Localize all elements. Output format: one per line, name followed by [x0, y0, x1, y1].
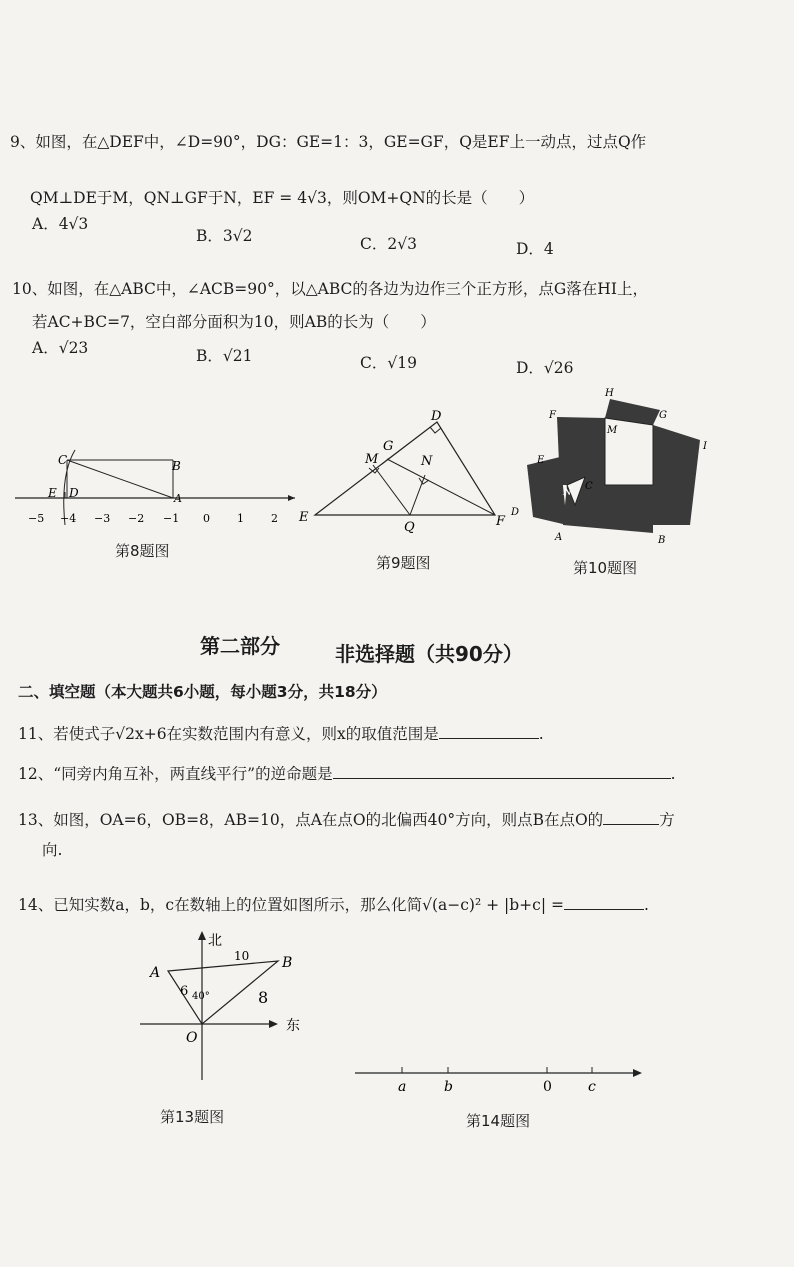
fig8-arrow [288, 495, 295, 501]
fig8-tick-label: −3 [94, 512, 111, 525]
q9-option-b: B．3√2 [196, 227, 253, 245]
figure-9 [295, 405, 515, 545]
q14-answer-blank[interactable] [564, 895, 644, 910]
fig9-label-q: Q [404, 520, 415, 535]
q9-option-a: A．4√3 [32, 215, 89, 233]
fig8-tick-label: 0 [203, 512, 210, 525]
fig8-label-d: D [69, 486, 79, 500]
q10-option-c: C．√19 [360, 354, 417, 372]
q12-text: 12、“同旁内角互补，两直线平行”的逆命题是 [18, 765, 333, 783]
q12-answer-blank[interactable] [333, 764, 671, 779]
q11-answer-blank[interactable] [439, 724, 539, 739]
q9-option-d: D．4 [516, 240, 554, 258]
fig9-label-e: E [299, 510, 309, 525]
q13-line2: 向. [42, 841, 63, 859]
q14-text: 14、已知实数a，b，c在数轴上的位置如图所示，那么化简√(a−c)² + |b+c| = [18, 896, 564, 914]
fig9-label-n: N [421, 454, 433, 469]
fig9-label-f: F [496, 514, 506, 529]
fig10-label-h: H [605, 388, 614, 399]
fig13-hand-oa: 6 [180, 984, 189, 999]
q9-line2: QM⊥DE于M，QN⊥GF于N，EF = 4√3，则OM+QN的长是（ ） [30, 189, 535, 207]
q13 [18, 808, 675, 830]
q10-option-b: B．√21 [196, 347, 253, 365]
fig10-label-m: M [607, 425, 618, 436]
fig10-label-e: E [537, 455, 545, 466]
fig8-tick-label: −4 [60, 512, 77, 525]
fig8-tick-label: −2 [128, 512, 145, 525]
q14 [18, 893, 649, 915]
q12 [18, 762, 676, 784]
fig8-tick-label: −5 [28, 512, 45, 525]
fig9-label-m: M [365, 452, 379, 467]
fig9-label-d: D [431, 409, 442, 424]
fig10-shade-e [527, 457, 567, 525]
q13-tail: 方 [659, 811, 675, 829]
fig9-right-angle-d [430, 427, 441, 433]
q10-line1: 10、如图，在△ABC中，∠ACB=90°，以△ABC的各边为边作三个正方形，点G落在HI上， [12, 280, 648, 298]
fig8-label-b: B [172, 459, 181, 473]
q10-line2: 若AC+BC=7，空白部分面积为10，则AB的长为（ ） [32, 313, 436, 331]
fig8-tick-label: 2 [271, 512, 278, 525]
section2-title: 二、填空题（本大题共6小题，每小题3分，共18分） [18, 683, 387, 701]
fig13-label-o: O [186, 1030, 198, 1046]
fig8-tick-label: −1 [163, 512, 180, 525]
fig8-label-a: A [174, 492, 182, 505]
q11-end: . [538, 725, 544, 743]
fig8-tick-label: 1 [237, 512, 244, 525]
fig13-hand-ab: 10 [234, 949, 250, 963]
part2-title-right: 非选择题（共90分） [335, 642, 523, 666]
part2-title-left: 第二部分 [200, 634, 280, 658]
figure-10 [505, 385, 720, 550]
fig13-east-label: 东 [286, 1018, 300, 1034]
q9-line1: 9、如图，在△DEF中，∠D=90°，DG：GE=1：3，GE=GF，Q是EF上一动点，过点Q作 [10, 133, 647, 151]
fig14-caption: 第14题图 [466, 1112, 531, 1130]
fig10-shade-right [653, 425, 700, 525]
q11 [18, 722, 544, 744]
fig14-label-a: a [398, 1079, 407, 1095]
fig13-north-label: 北 [208, 933, 222, 949]
q11-text: 11、若使式子√2x+6在实数范围内有意义，则x的取值范围是 [18, 725, 439, 743]
fig14-label-0: 0 [543, 1079, 552, 1095]
fig9-seg-qn [410, 475, 425, 515]
fig13-hand-angle: 40° [192, 991, 210, 1002]
q10-option-d: D．√26 [516, 359, 574, 377]
fig13-north-arrow [198, 931, 206, 940]
fig13-east-arrow [269, 1020, 278, 1028]
fig14-arrow [633, 1069, 642, 1077]
fig9-caption: 第9题图 [376, 554, 431, 572]
fig10-caption: 第10题图 [573, 559, 638, 577]
fig10-label-d: D [511, 507, 520, 518]
fig10-label-f: F [549, 410, 556, 421]
fig10-label-n: N [563, 487, 572, 498]
q13-answer-blank[interactable] [603, 810, 659, 825]
figure-8 [10, 430, 300, 540]
q14-end: . [643, 896, 649, 914]
fig13-caption: 第13题图 [160, 1108, 225, 1126]
fig9-label-g: G [383, 439, 394, 454]
fig10-label-g: G [659, 410, 667, 421]
fig13-hand-ob: 8 [258, 988, 269, 1007]
fig8-label-c: C [58, 453, 68, 467]
figure-13 [130, 925, 330, 1085]
fig13-label-a: A [150, 965, 161, 981]
fig14-label-c: c [588, 1079, 596, 1095]
q12-end: . [670, 765, 676, 783]
fig13-label-b: B [282, 955, 293, 971]
q10-option-a: A．√23 [32, 339, 89, 357]
fig8-seg-ca [67, 460, 173, 498]
q9-option-c: C．2√3 [360, 235, 417, 253]
fig10-label-b: B [658, 535, 666, 546]
fig9-seg-qm [373, 465, 410, 515]
fig8-label-e: E [48, 486, 57, 500]
fig10-shade-left [557, 417, 605, 485]
fig10-label-i: I [703, 441, 707, 452]
fig10-label-a: A [555, 532, 563, 543]
fig8-caption: 第8题图 [115, 542, 170, 560]
fig14-label-b: b [444, 1079, 453, 1095]
figure-14 [350, 1055, 650, 1100]
q13-text: 13、如图，OA=6，OB=8，AB=10，点A在点O的北偏西40°方向，则点B在点O的 [18, 811, 604, 829]
fig10-label-c: C [585, 481, 593, 492]
